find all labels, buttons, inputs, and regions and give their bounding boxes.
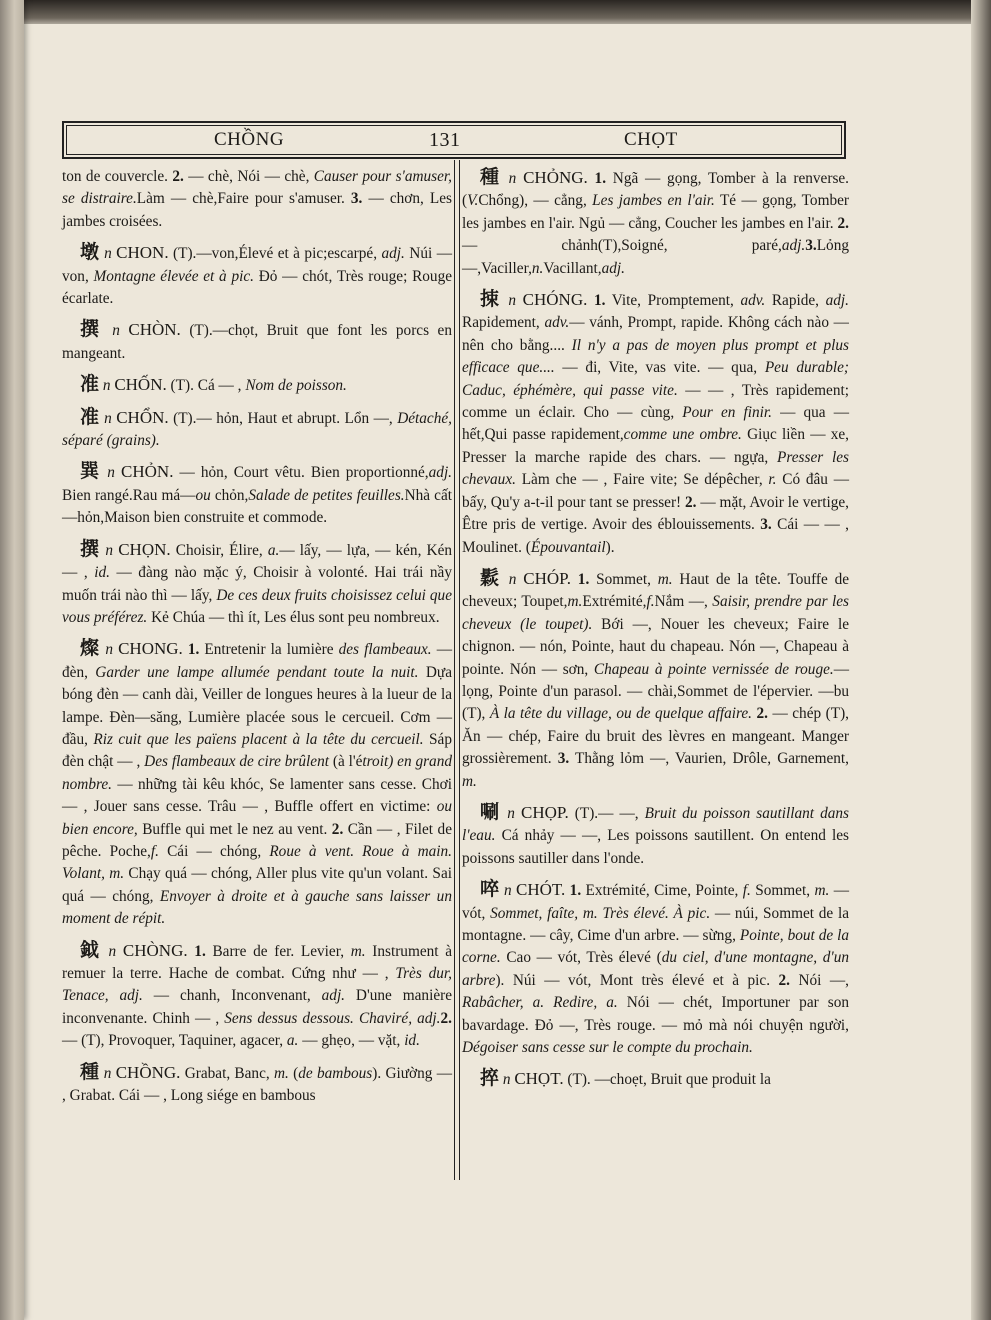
headword: CHỎN. — [121, 462, 174, 482]
definition-text: — (T), Provoquer, Taquiner, agacer, — [62, 1032, 287, 1050]
italic-definition: de bambous — [298, 1064, 373, 1082]
italic-definition: Nom de poisson. — [245, 377, 347, 395]
chinese-character: 捽 — [480, 1067, 500, 1090]
definition-text: Kẻ Chúa — thì ít, Les élus sont peu nombreux. — [147, 608, 440, 626]
dictionary-entry — [62, 166, 452, 233]
italic-definition: f. — [742, 882, 751, 900]
sense-number: 1. — [565, 882, 582, 900]
italic-definition: Riz cuit que les païens placent à la tête du cercueil. — [93, 730, 424, 748]
sense-number: 2. — [331, 820, 344, 838]
definition-text: — ghẹo, — vặt, — [298, 1032, 405, 1050]
italic-definition: Peu durable; Caduc, éphémère, qui passe vite. — [462, 359, 849, 399]
chinese-character: 鉞 — [80, 938, 102, 961]
definition-text: (T).— —, — [568, 804, 645, 822]
sense-number: 3. — [557, 750, 570, 768]
adjacent-page-edge — [0, 0, 24, 1320]
definition-text: Entretenir la lumière — [199, 641, 339, 659]
definition-text: Barre de fer. Levier, — [205, 942, 351, 960]
definition-text: ). — [605, 538, 615, 556]
headword: CHÓT. — [516, 880, 566, 900]
dictionary-entry — [62, 637, 452, 930]
definition-text: Làm che — , Faire vite; Se dépêcher, — [515, 471, 769, 489]
headword: CHÒN. — [128, 320, 181, 340]
italic-definition: ou bien encore, — [62, 798, 452, 838]
definition-text: Sáp đèn chật — , — [62, 730, 452, 771]
italic-definition: adj. — [321, 987, 346, 1005]
italic-definition: Les jambes en l'air. — [592, 192, 715, 210]
scan-right-edge — [971, 0, 991, 1320]
italic-definition: Chapeau à pointe vernissée de rouge. — [593, 660, 834, 678]
headword: CHỌP. — [520, 802, 569, 822]
chinese-character: 種 — [80, 1060, 100, 1083]
definition-text: — mặt, Avoir le vertige, Être pris de vertige. Avoir des éblouissements. — [462, 493, 849, 534]
italic-definition: Pour en finir. — [682, 404, 772, 422]
italic-definition: Dégoiser sans cesse sur le compte du prochain. — [462, 1039, 753, 1057]
headword: CHÒNG. — [122, 940, 188, 960]
headword: CHÓP. — [523, 568, 571, 588]
sense-number: 1. — [587, 292, 606, 310]
headword: CHONG. — [118, 639, 183, 659]
italic-definition: m. — [350, 942, 366, 960]
noun-marker: n — [502, 570, 524, 588]
definition-text: Cái — chóng, — [158, 842, 270, 860]
italic-definition: f. — [646, 593, 655, 611]
sense-number: 2. — [172, 168, 184, 185]
italic-definition: adj. — [601, 259, 625, 277]
italic-definition: m. — [657, 570, 673, 588]
italic-definition: Salade de petites feuilles. — [248, 486, 405, 504]
definition-text: Giục liền — xe, Presser la marche rapide des chars. — ngựa, — [462, 426, 849, 466]
sense-number: 1. — [182, 641, 200, 659]
italic-definition: comme une ombre. — [623, 426, 742, 444]
noun-marker: n — [499, 882, 517, 900]
dictionary-entry — [62, 406, 452, 453]
running-header — [62, 121, 846, 159]
sense-number: 1. — [187, 942, 206, 960]
definition-text: Cần — , Filet de pêche. Poche, — [62, 820, 452, 860]
definition-text: — — , Très rapidement; comme un éclair. Cho — cùng, — [462, 381, 849, 422]
dictionary-entry — [462, 166, 849, 280]
noun-marker: n — [101, 464, 122, 482]
definition-text: Nhà cất—hỏn,Maison bien construite et commode. — [62, 486, 452, 527]
italic-definition: f. — [150, 842, 159, 860]
definition-text: Cá nhảy — —, Les poissons sautillent. On entend les poissons sautiller dans l'onde. — [462, 827, 849, 867]
definition-text: — chanh, Inconvenant, — [142, 987, 322, 1005]
chinese-character: 燦 — [80, 637, 101, 660]
italic-definition: adv. — [740, 292, 766, 310]
definition-text: Chạy quá — chóng, Aller plus vite qu'un volant. Sai quá — chóng, — [62, 865, 452, 905]
sense-number: 3. — [805, 237, 817, 255]
definition-text: chỏn, — [210, 486, 249, 504]
definition-text: Rapidement, — [462, 314, 545, 332]
italic-definition: n. — [531, 259, 544, 277]
definition-text: ). Núi — vót, Mont très élevé et à pic. — [495, 971, 779, 989]
definition-text: — đèn, — [62, 641, 453, 681]
italic-definition: adj. — [825, 292, 849, 310]
definition-text: — đàng nào mặc ý, Choisir à volonté. Hai trái nầy muốn trái nào thì — lấy, — [62, 564, 452, 604]
dictionary-entry — [62, 318, 452, 365]
italic-definition: Des flambeaux de cire brûlent — [144, 753, 329, 771]
definition-text: Sommet, — [589, 570, 658, 588]
definition-text: — chép (T), Ăn — chép, Faire du bruit des lèvres en mangeant. Manger grossièrement. — [462, 705, 849, 768]
definition-text: Extrémité, — [582, 593, 647, 611]
definition-text: Vite, Promptement, — [605, 292, 741, 310]
headword: CHỒNG. — [115, 1062, 181, 1082]
definition-text: Haut de la tête. Touffe de cheveux; Toupet, — [462, 570, 850, 611]
dictionary-entry — [62, 1061, 452, 1108]
dictionary-entry — [62, 939, 452, 1053]
dictionary-entry — [462, 288, 849, 559]
sense-number: 2. — [837, 214, 849, 232]
definition-text: Dựa bóng đèn — canh dài, Veiller de longues heures à la lueur de la lampe. Đèn—săng, Lumière placée sous le cercueil. Cơm — đầu, — [62, 663, 452, 748]
chinese-character: 捒 — [480, 288, 502, 311]
italic-definition: adj. — [428, 464, 453, 482]
headword: CHỎNG. — [523, 168, 588, 187]
definition-text: Buffle qui met le nez au vent. — [137, 820, 332, 838]
definition-text: Nắm —, — [654, 593, 713, 611]
italic-definition: Roue à vent. Roue à main. Volant, m. — [62, 842, 452, 883]
italic-definition: ou — [195, 486, 211, 504]
sense-number: 2. — [685, 493, 697, 511]
definition-text: Cao — vót, Très élevé ( — [500, 949, 662, 967]
noun-marker: n — [499, 1071, 515, 1089]
noun-marker: n — [103, 322, 129, 340]
definition-text: Choisir, Élire, — [170, 541, 268, 559]
chinese-character: 鬏 — [480, 566, 502, 589]
noun-marker: n — [501, 170, 524, 187]
definition-text: Đỏ — chót, Très rouge; Rouge écarlate. — [62, 267, 453, 308]
definition-text: — vánh, Prompt, rapide. Không cách nào — nên cho bằng.... — [462, 314, 849, 354]
chinese-character: 撰 — [80, 318, 104, 341]
italic-definition: Détaché, séparé (grains). — [62, 409, 452, 450]
definition-text: Có đâu — bấy, Qu'y a-t-il pour tant se presser! — [462, 471, 849, 511]
definition-text: — chảnh(T),Soigné, paré, — [462, 237, 782, 255]
italic-definition: Il n'y a pas de moyen plus prompt et plus efficace que.... — [462, 336, 849, 377]
sense-number: 1. — [571, 570, 590, 588]
column-divider — [454, 160, 460, 1180]
dictionary-entry — [462, 1067, 849, 1091]
italic-definition: m. — [462, 772, 477, 790]
definition-text: Grabat, Banc, — [180, 1064, 274, 1082]
noun-marker: n — [501, 292, 523, 310]
page-number: 131 — [429, 128, 461, 151]
definition-text: ( — [288, 1064, 299, 1082]
italic-definition: Causer pour s'amuser, se distraire. — [62, 168, 452, 208]
dictionary-entry — [62, 538, 452, 630]
italic-definition: troit) en grand nombre. — [62, 753, 453, 793]
definition-text: — chơn, Les jambes croisées. — [62, 190, 452, 230]
definition-text: Rapide, — [765, 292, 826, 310]
italic-definition: des flambeaux. — [338, 641, 432, 659]
headword: CHỌT. — [514, 1069, 564, 1089]
chinese-character: 啐 — [480, 878, 500, 901]
headword: CHON. — [116, 243, 169, 263]
definition-text: Bien rangé.Rau má— — [62, 486, 196, 504]
definition-text: — đi, Vite, vas vite. — qua, — [554, 359, 765, 377]
definition-text: (T). Cá — , — [166, 377, 246, 395]
definition-text: — qua — hết,Qui passe rapidement, — [462, 404, 849, 444]
italic-definition: Garder une lampe allumée pendant toute la nuit. — [95, 663, 419, 681]
dictionary-entry — [62, 373, 452, 397]
definition-text: ton de couvercle. — [62, 168, 173, 185]
italic-definition: adj. — [381, 245, 405, 263]
chinese-character: 撰 — [80, 537, 101, 560]
definition-text: Bới —, Nouer les cheveux; Faire le chignon. — nón, Pointe, haut du chapeau. Nón —, Chapeau à pointe. Nón — sơn, — [462, 615, 849, 678]
sense-number: 3. — [760, 516, 772, 534]
definition-text: — vót, — [462, 882, 850, 922]
header-left-guideword: CHỒNG — [214, 129, 285, 150]
noun-marker: n — [99, 1064, 116, 1082]
headword: CHÓNG. — [522, 290, 588, 310]
headword: CHỌN. — [118, 539, 171, 559]
chinese-character: 准 — [80, 373, 100, 396]
italic-definition: a. — [286, 1032, 299, 1050]
definition-text: — lọng, Pointe d'un parasol. — chài,Sommet de l'épervier. —bu (T), — [462, 660, 849, 723]
noun-marker: n — [101, 942, 123, 960]
definition-text: (à l'é — [328, 753, 363, 771]
italic-definition: Saisir, prendre par les cheveux (le toupet). — [462, 593, 849, 633]
definition-text: Cái — — , Moulinet. ( — [462, 516, 849, 556]
sense-number: 2. — [778, 971, 790, 989]
chinese-character: 唰 — [480, 800, 502, 823]
italic-definition: id. — [94, 564, 110, 582]
definition-text: — những tài kêu khóc, Se lamenter sans cesse. Chơi — , Jouer sans cesse. Trâu — , Buffle offert en victime: — [62, 775, 452, 816]
italic-definition: Épouvantail — [530, 538, 606, 556]
noun-marker: n — [99, 245, 117, 263]
definition-text: (T). —choẹt, Bruit que produit la — [563, 1071, 771, 1089]
definition-text: — lấy, — lựa, — kén, Kén — , — [62, 541, 453, 582]
headword: CHỔN. — [116, 407, 169, 427]
italic-definition: r. — [768, 471, 777, 489]
italic-definition: Presser les chevaux. — [462, 448, 850, 489]
italic-definition: De ces deux fruits choisissez celui que vous préférez. — [62, 586, 452, 626]
dictionary-entry — [62, 460, 452, 529]
italic-definition: m. — [814, 882, 830, 900]
definition-text: Té — gọng, Tomber les jambes en l'air. Ngủ — cẳng, Coucher les jambes en l'air. — [462, 192, 850, 232]
italic-definition: Très dur, Tenace, adj. — [62, 965, 452, 1005]
definition-text: ). Giường — , Grabat. Cái — , Long siége en bambous — [62, 1064, 453, 1105]
dictionary-entry — [62, 241, 452, 310]
italic-definition: Sommet, faîte, m. Très élevé. À pic. — [490, 904, 711, 922]
definition-text: — núi, Sommet de la montagne. — cây, Cime d'un arbre. — sừng, — [462, 904, 849, 944]
dictionary-entry — [462, 878, 849, 1059]
left-column — [62, 166, 452, 1115]
italic-definition: Rabâcher, a. Redire, a. — [462, 994, 618, 1012]
definition-text: Nói —, — [789, 971, 849, 989]
italic-definition: id. — [404, 1032, 420, 1050]
italic-definition: m. — [273, 1064, 289, 1082]
definition-text: (T).—von,Élevé et à pic;escarpé, — [168, 245, 382, 263]
italic-definition: Pointe, bout de la corne. — [462, 927, 849, 967]
dictionary-entry — [462, 567, 849, 793]
sense-number: 2. — [756, 705, 768, 723]
noun-marker: n — [100, 641, 119, 659]
definition-text: — hỏn, Court vêtu. Bien proportionné, — [173, 464, 429, 482]
sense-number: 3. — [350, 190, 363, 208]
chinese-character: 准 — [80, 405, 100, 428]
italic-definition: Envoyer à droite et à gauche sans laisser un moment de répit. — [62, 887, 452, 928]
definition-text: Lỏng—,Vaciller, — [462, 237, 849, 277]
italic-definition: Montagne élevée et à pic. — [93, 267, 254, 285]
definition-text: Instrument à remuer la terre. Hache de combat. Cứng như — , — [62, 942, 453, 982]
italic-definition: adv. — [544, 314, 570, 332]
chinese-character: 墩 — [80, 241, 100, 264]
header-right-guideword: CHỌT — [624, 129, 678, 150]
italic-definition: V. — [467, 192, 479, 210]
right-column — [462, 166, 849, 1100]
sense-number: 1. — [587, 170, 607, 187]
definition-text: Vacillant, — [543, 259, 602, 277]
noun-marker: n — [99, 377, 115, 395]
definition-text: Thằng lỏm —, Vaurien, Drôle, Garnement, — [569, 750, 849, 768]
definition-text: D'une manière inconvenante. Chinh — , — [62, 987, 452, 1027]
definition-text: Nói — chét, Importuner par son bavardage. Đỏ —, Très rouge. — mỏ mà nói chuyện người, — [462, 994, 849, 1034]
noun-marker: n — [100, 541, 119, 559]
chinese-character: 種 — [480, 166, 502, 188]
definition-text: Núi — von, — [62, 245, 452, 285]
definition-text: Ngã — gọng, Tomber à la renverse. ( — [462, 170, 850, 210]
definition-text: — chè, Nói — chè, — [183, 168, 314, 185]
italic-definition: a. — [267, 541, 280, 559]
noun-marker: n — [501, 804, 521, 822]
sense-number: 2. — [440, 1009, 452, 1027]
dictionary-entry — [462, 801, 849, 870]
headword: CHỐN. — [114, 375, 167, 395]
italic-definition: Sens dessus dessous. Chaviré, adj. — [224, 1009, 441, 1027]
italic-definition: À la tête du village, ou de quelque affaire. — [489, 705, 753, 723]
italic-definition: du ciel, d'une montagne, d'un arbre — [462, 949, 850, 989]
italic-definition: m. — [567, 593, 583, 611]
definition-text: Sommet, — [750, 882, 815, 900]
chinese-character: 巽 — [80, 460, 102, 483]
definition-text: (T).— hỏn, Haut et abrupt. Lổn —, — [168, 409, 398, 427]
definition-text: (T).—chọt, Bruit que font les porcs en mangeant. — [62, 322, 452, 362]
definition-text: Chổng), — cẳng, — [478, 192, 593, 210]
definition-text: Làm — chè,Faire pour s'amuser. — [136, 190, 351, 208]
italic-definition: adj. — [781, 237, 806, 255]
italic-definition: Bruit du poisson sautillant dans l'eau. — [462, 804, 850, 845]
noun-marker: n — [99, 409, 117, 427]
definition-text: Extrémité, Cime, Pointe, — [581, 882, 743, 900]
